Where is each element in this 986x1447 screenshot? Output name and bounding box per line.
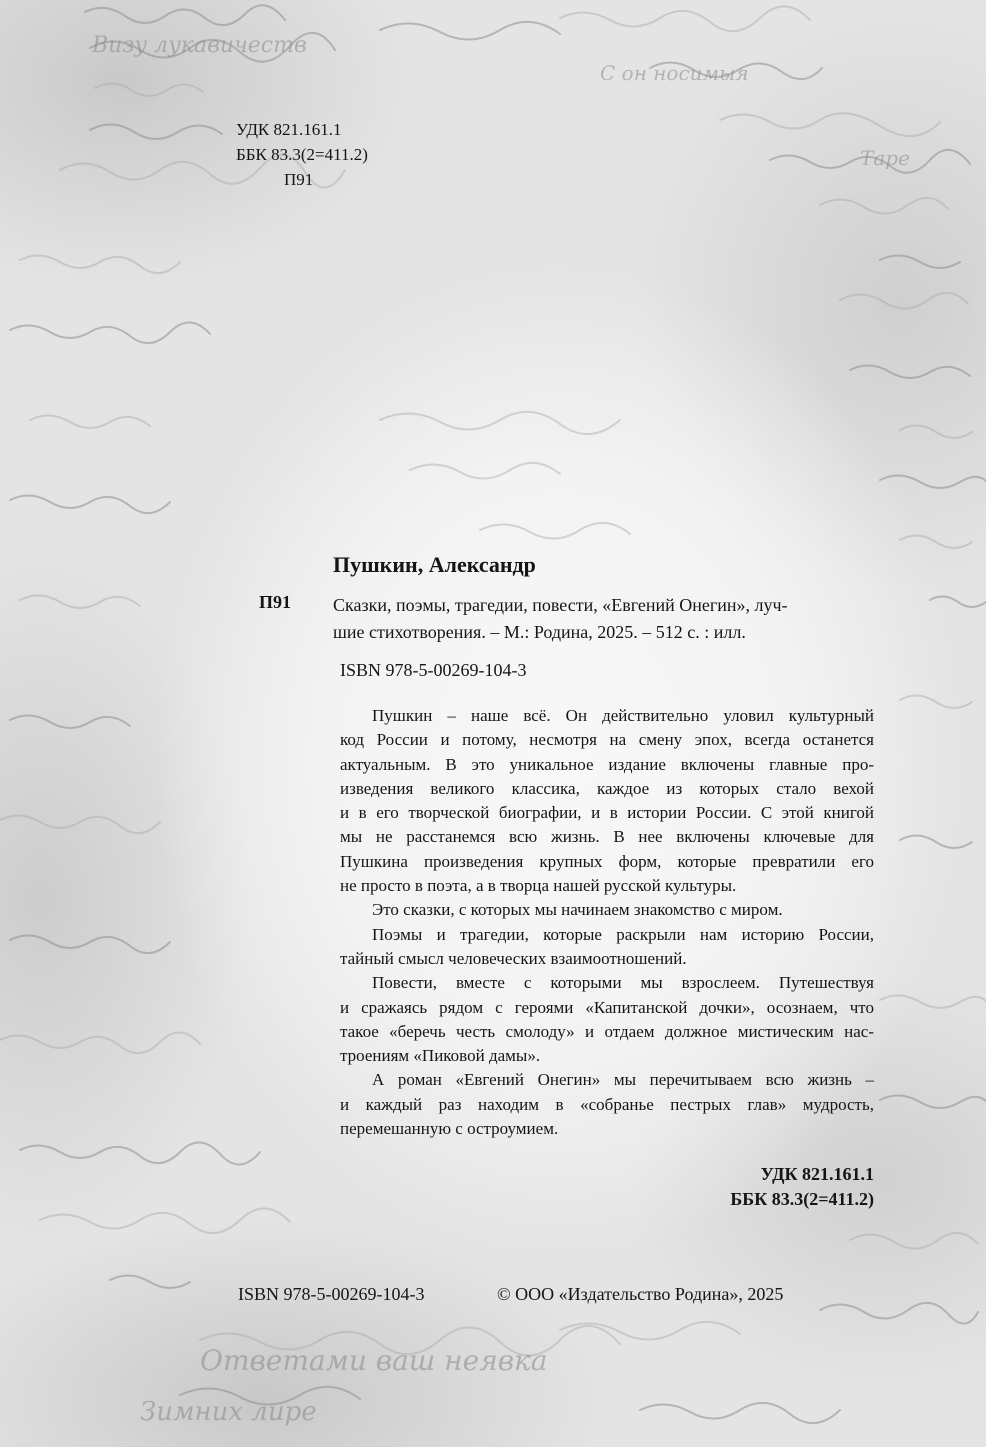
bib-line: Сказки, поэмы, трагедии, повести, «Евгений Онегин», луч- [333, 595, 788, 615]
bbk-code: ББК 83.3(2=411.2) [236, 145, 368, 164]
udk-code: УДК 821.161.1 [760, 1164, 874, 1184]
handwriting-fragment: Визу лукавичеств [92, 33, 307, 58]
annotation-line: и каждый раз находим в «собранье пестрых глав» мудрость, [340, 1094, 874, 1114]
annotation-line: Это сказки, с которых мы начинаем знакомство с миром. [372, 900, 783, 920]
isbn: ISBN 978-5-00269-104-3 [340, 660, 527, 680]
handwriting-fragment: Ответами ваш неявка [200, 1344, 548, 1377]
bibliographic-description [333, 592, 853, 646]
annotation-line: Пушкин – наше всё. Он действительно уловил культурный [372, 706, 874, 725]
annotation-line: Пушкина произведения крупных форм, которые превратили его [340, 851, 874, 871]
author-mark-label: П91 [259, 592, 292, 612]
annotation-line: изведения великого классика, каждое из которых стало вехой [340, 778, 874, 798]
bib-line: шие стихотворения. – М.: Родина, 2025. – 512 с. : илл. [333, 622, 746, 642]
annotation-line: тайный смысл человеческих взаимоотношений. [340, 948, 687, 968]
annotation-line: не просто в поэта, а в творца нашей русской культуры. [340, 876, 737, 896]
handwriting-fragment: С он носимыя [600, 61, 749, 85]
annotation-line: А роман «Евгений Онегин» мы перечитываем всю жизнь – [372, 1070, 874, 1090]
udk-code: УДК 821.161.1 [236, 120, 342, 139]
annotation-line: перемешанную с остроумием. [340, 1119, 559, 1139]
bbk-code: ББК 83.3(2=411.2) [730, 1189, 874, 1209]
handwriting-fragment: Таре [860, 146, 910, 170]
annotation-line: код России и потому, несмотря на смену эпох, всегда останется [340, 730, 874, 750]
footer-isbn: ISBN 978-5-00269-104-3 [238, 1284, 425, 1304]
annotation-line: троениям «Пиковой дамы». [340, 1046, 541, 1066]
handwriting-fragment: Зимних лире [140, 1397, 317, 1427]
annotation-line: актуальным. В это уникальное издание включены главные про- [340, 754, 874, 774]
classification-block-top [236, 117, 368, 192]
annotation-line: Поэмы и трагедии, которые раскрыли нам историю России, [372, 924, 874, 944]
annotation-line: Повести, вместе с которыми мы взрослеем. Путешествуя [372, 973, 874, 993]
annotation-line: такое «беречь честь смолоду» и отдаем должное мистическим нас- [340, 1021, 874, 1041]
author-mark: П91 [284, 170, 314, 189]
annotation-line: мы не расстанемся всю жизнь. В нее включены ключевые для [340, 827, 874, 847]
annotation-line: и в его творческой биографии, и в истории России. С этой книгой [340, 803, 874, 823]
classification-block-bottom [730, 1162, 874, 1212]
annotation [340, 704, 874, 1141]
annotation-line: и сражаясь рядом с героями «Капитанской дочки», осознаем, что [340, 997, 874, 1017]
author-heading: Пушкин, Александр [333, 552, 536, 577]
copyright-notice: © ООО «Издательство Родина», 2025 [497, 1284, 784, 1304]
